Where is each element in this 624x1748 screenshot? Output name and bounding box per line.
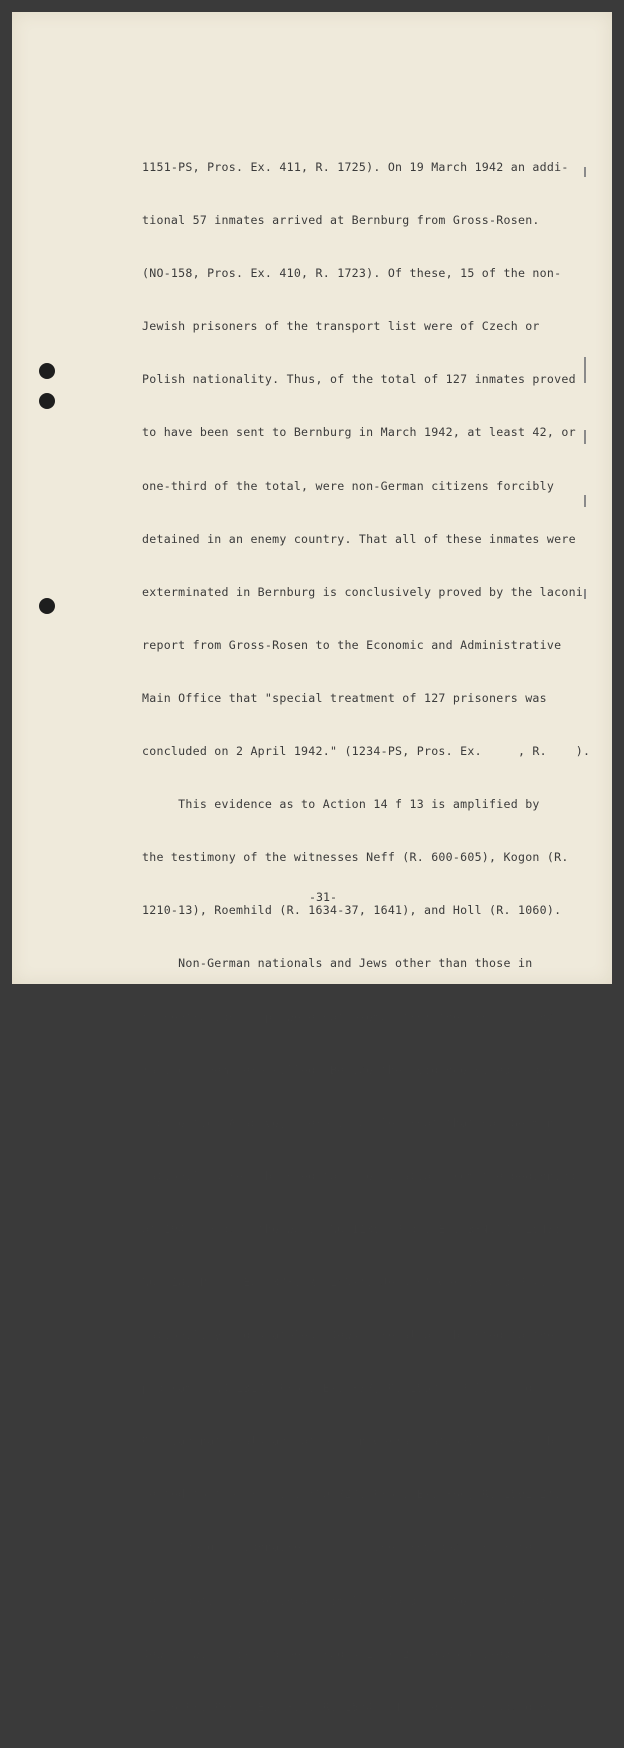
text-line: one-third of the total, were non-German citizens forcibly	[142, 478, 555, 493]
text-line: 1210-13), Roemhild (R. 1634-37, 1641), and Holl (R. 1060).	[142, 903, 562, 918]
text-line: report from Gross-Rosen to the Economic and Administrative	[142, 637, 562, 652]
text-line: nationality and stateless Jews were also subjected to the	[142, 1328, 555, 1343]
text-line: The questionnaires had a space provided for "race",	[142, 1540, 547, 1555]
text-line: This evidence as to Action 14 f 13 is amplified by	[142, 797, 540, 812]
text-line: concluded on 2 April 1942." (1234-PS, Pros. Ex. , R. ).	[142, 744, 591, 759]
text-line: (NO-158, Pros. Ex. 410, R. 1723). Of these, 15 of the non-	[142, 266, 562, 281]
text-line: program. (NO-1310, Pros. Ex. 337, R. 1550). Polish and	[142, 1381, 533, 1396]
text-line: sub-section A above, there is ample proof that non-German	[142, 1115, 555, 1130]
text-line: nationals were subjected to extermination from the beginning	[142, 1168, 576, 1183]
text-line: Jewish prisoners of the transport list were of Czech or	[142, 319, 540, 334]
text-line: being defined: German or similar blood (of German blood),	[142, 1593, 555, 1608]
text-line: Polish nationality. Thus, of the total of 127 inmates proved	[142, 372, 576, 387]
text-line: Main Office that "special treatment of 127 prisoners was	[142, 690, 547, 705]
punch-hole	[39, 393, 55, 409]
text-line: the testimony of the witnesses Neff (R. 600-605), Kogon (R.	[142, 850, 569, 865]
text-line: detained in an enemy country. That all of these inmates were	[142, 531, 576, 546]
text-line: Jew, Jewish mixed breed Grades 1 or 2, negro (mixed breed).	[142, 1646, 569, 1661]
text-line: (1696-PS, Pros. Ex. 357, R. 1574). This question would have	[142, 1699, 569, 1714]
text-line: tional 57 inmates arrived at Bernburg from Gross-Rosen.	[142, 213, 540, 228]
text-line: exterminated in Bernburg is conclusively proved by the laconi	[142, 584, 584, 599]
text-line: jected to the program. (NO-720, Pros. Ex. 366, R. 1591-2).	[142, 1487, 562, 1502]
text-line: concentration camps were not exempt from the program, and	[142, 1009, 555, 1024]
text-line: Non-German nationals and Jews other than those in	[142, 956, 533, 971]
body-text	[142, 127, 602, 1748]
punch-hole	[39, 598, 55, 614]
text-line: 1151-PS, Pros. Ex. 411, R. 1725). On 19 March 1942 an addi-	[142, 160, 569, 174]
page-number: -31-	[309, 890, 337, 904]
text-line: Russian nationals and other non-German nationals were sub-	[142, 1434, 562, 1449]
document-page	[12, 12, 612, 1714]
punch-hole	[39, 363, 55, 379]
text-line: NO-818, Pros. Ex. 373, R. 1609). Jews of German and Polish	[142, 1274, 562, 1289]
text-line: of 1940 through the war, (NO-1135, Pros. Ex. 334, R. 1543;	[142, 1221, 562, 1236]
text-line: to have been sent to Bernburg in March 1942, at least 42, or	[142, 425, 576, 440]
text-line: many of them were killed. Beside the evidence cited under	[142, 1062, 555, 1077]
